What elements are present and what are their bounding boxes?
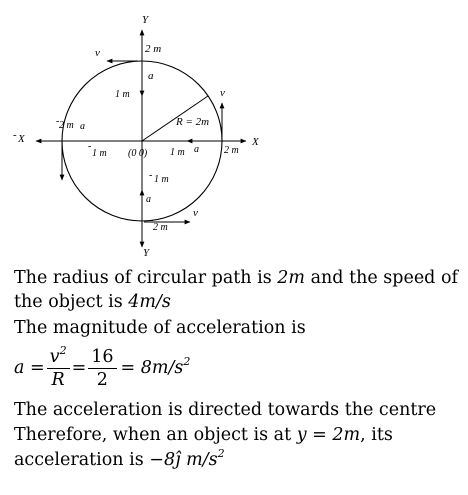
neg-sign-left: -: [56, 116, 60, 127]
fraction-16-over-2: [88, 346, 116, 391]
label-top-point: 2 m: [145, 43, 162, 55]
eq-lhs: a =: [14, 358, 45, 378]
acceleration-equation: [14, 342, 464, 394]
label-left-accel: a: [80, 121, 85, 132]
solution-line-2: [14, 290, 464, 314]
solution-line-1: [14, 266, 464, 290]
eq-rhs-exp: 2: [183, 355, 191, 368]
solution-text: acceleration is: [14, 450, 150, 470]
axis-label-y-bottom: Y: [143, 247, 150, 259]
tick-neg-x: 1 m: [92, 148, 107, 159]
axis-label-x-left: X: [18, 133, 25, 145]
math-acceleration-vector: −8ĵ m/s: [149, 450, 218, 470]
tick-neg-x-sign: -: [88, 141, 92, 152]
math-radius: 2m: [277, 268, 306, 288]
tick-pos-y: 1 m: [115, 89, 130, 100]
tick-pos-x: 1 m: [170, 147, 185, 158]
origin-label: (0 0): [128, 148, 148, 159]
solution-text: Therefore, when an object is at: [14, 425, 297, 445]
label-bottom-velocity: v: [193, 207, 198, 219]
solution-text: The radius of circular path is: [14, 268, 278, 288]
eq-equals: =: [71, 358, 87, 378]
math-position: y = 2m: [296, 425, 361, 445]
math-exp: 2: [217, 447, 225, 460]
radius-label: R = 2m: [176, 116, 210, 128]
solution-line-7: [14, 448, 464, 472]
label-top-velocity: v: [95, 47, 100, 59]
solution-line-6: [14, 423, 464, 447]
fraction-v2-over-r: [47, 343, 70, 391]
axis-label-y-top: Y: [142, 14, 149, 26]
solution-text: The magnitude of acceleration is: [14, 318, 306, 338]
eq-rhs: = 8m/s: [120, 358, 184, 378]
eq-f1-exp: 2: [59, 343, 67, 357]
label-bottom-point: 2 m: [153, 222, 168, 233]
label-right-point: 2 m: [224, 145, 239, 156]
axis-label-x-right: X: [252, 136, 259, 148]
eq-f1-num: v: [49, 346, 60, 367]
eq-f2-num: 16: [88, 346, 116, 369]
solution-text: The acceleration is directed towards the centre: [14, 400, 437, 420]
eq-f1-den: R: [51, 369, 65, 390]
label-top-accel: a: [148, 70, 154, 82]
tick-neg-y: 1 m: [154, 174, 169, 185]
label-right-velocity: v: [220, 87, 225, 99]
solution-line-3: [14, 316, 464, 340]
math-speed: 4m/s: [128, 292, 171, 312]
tick-neg-y-sign: -: [149, 170, 153, 181]
solution-text: the object is: [14, 292, 129, 312]
neg-sign-bottom: -: [150, 215, 154, 226]
eq-f2-den: 2: [96, 369, 108, 390]
label-bottom-accel: a: [146, 194, 151, 205]
solution-line-5: [14, 398, 464, 422]
label-left-point: 2 m: [59, 120, 74, 131]
solution-text: , its: [360, 425, 393, 445]
solution-text: and the speed of: [305, 268, 458, 288]
neg-sign-x: -: [13, 129, 17, 141]
label-right-accel: a: [194, 144, 199, 155]
